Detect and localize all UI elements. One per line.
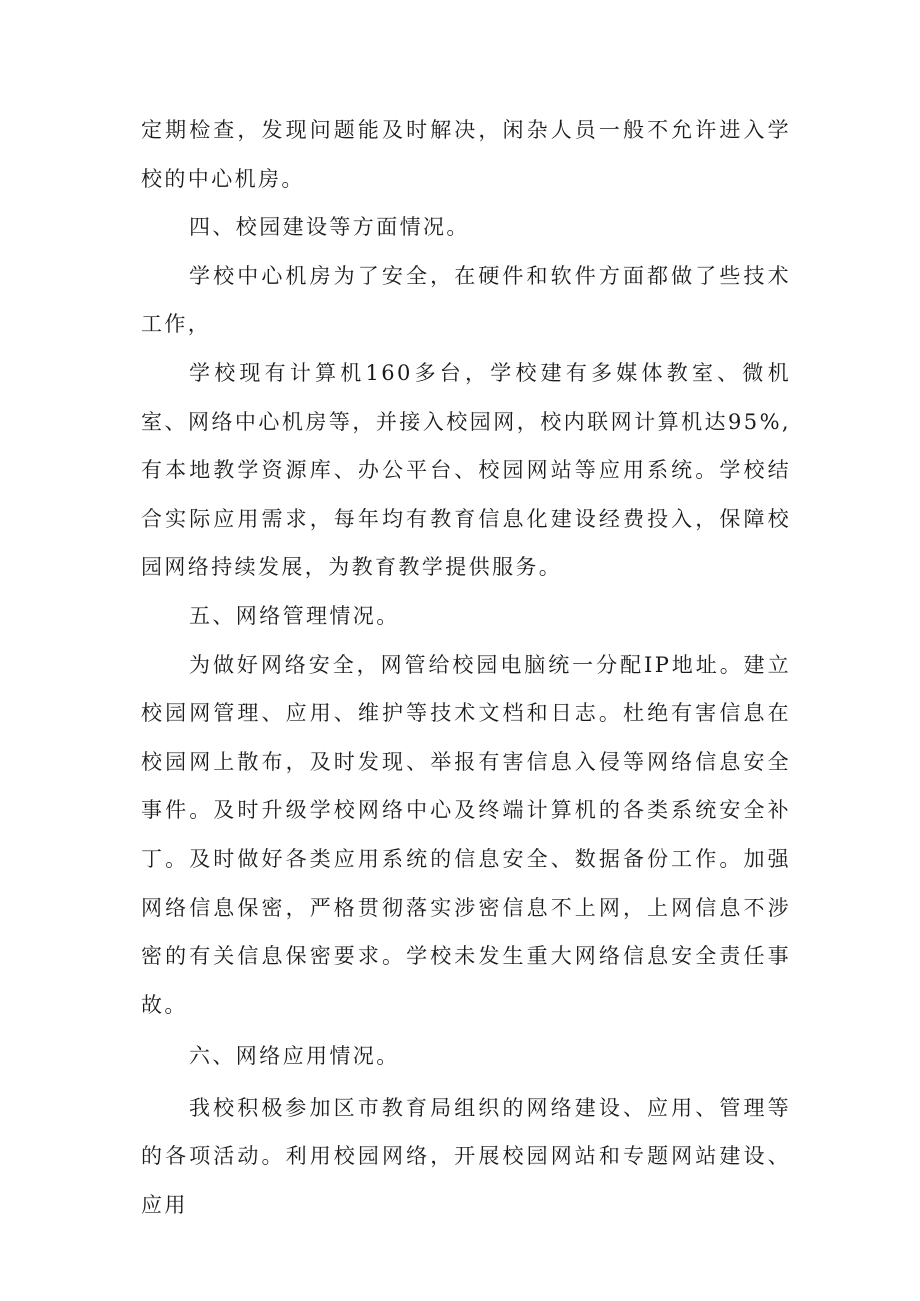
paragraph-network-activities: 我校积极参加区市教育局组织的网络建设、应用、管理等的各项活动。利用校园网络，开展校园网站和专题网站建设、应用 bbox=[141, 1095, 791, 1218]
document-body bbox=[141, 106, 791, 1230]
paragraph-computer-facilities: 学校现有计算机160多台，学校建有多媒体教室、微机室、网络中心机房等，并接入校园网，校内联网计算机达95%,有本地教学资源库、办公平台、校园网站等应用系统。学校结合实际应用需求，每年均有教育信息化建设经费投入，保障校园网络持续发展，为教育教学提供服务。 bbox=[141, 360, 791, 580]
heading-campus-construction: 四、校园建设等方面情况。 bbox=[189, 215, 470, 240]
paragraph-machine-room-security: 学校中心机房为了安全，在硬件和软件方面都做了些技术工作， bbox=[141, 263, 791, 337]
heading-network-application: 六、网络应用情况。 bbox=[189, 1044, 400, 1069]
paragraph-machine-room-check: 定期检查，发现问题能及时解决，闲杂人员一般不允许进入学校的中心机房。 bbox=[141, 118, 791, 191]
paragraph-network-security: 为做好网络安全，网管给校园电脑统一分配IP地址。建立校园网管理、应用、维护等技术文档和日志。杜绝有害信息在校园网上散布，及时发现、举报有害信息入侵等网络信息安全事件。及时升级学校网络中心及终端计算机的各类系统安全补丁。及时做好各类应用系统的信息安全、数据备份工作。加强网络信息保密，严格贯彻落实涉密信息不上网，上网信息不涉密的有关信息保密要求。学校未发生重大网络信息安全责任事故。 bbox=[141, 652, 791, 1017]
heading-network-management: 五、网络管理情况。 bbox=[189, 603, 400, 628]
